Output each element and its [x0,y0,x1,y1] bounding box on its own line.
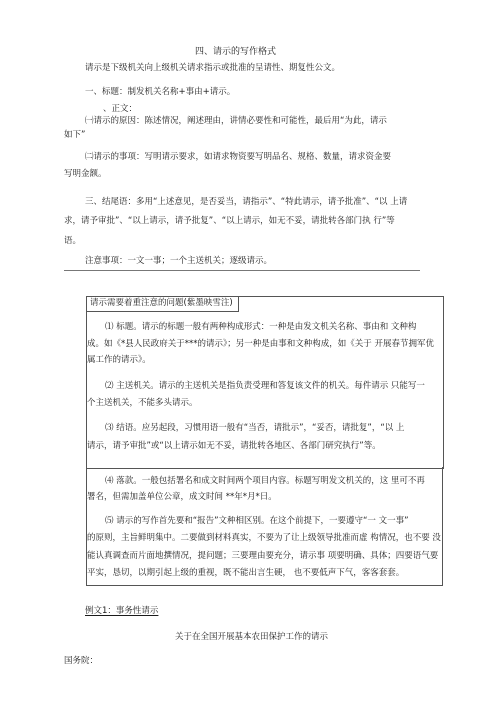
closing-line-1: 三、结尾语：多用“上述意见，是否妥当，请指示”、“特此请示，请予批准”、“以 上请 [85,197,408,207]
example-salutation: 国务院： [64,656,99,666]
box-left-border-lower [86,467,87,585]
reason-line-1: ㈠请示的原因：陈述情况，阐述理由，讲情必要性和可能性，最后用“为此，请示 [85,116,387,126]
annotation-line: 能认真调查而片面地撰情况，提问题；三要理由要充分，请示事 项要明确、具体；四要语气要 [87,551,439,561]
example-label: 例文1：事务性请示 [85,606,159,616]
annotation-line: 个主送机关，不能多头请示。 [87,398,198,408]
annotation-line: 平实，恳切，以期引起上级的重视，既不能出言生硬， 也不要低声下气，客客套套。 [87,568,405,578]
matters-line-2: 写明金额。 [64,169,107,179]
example-title: 关于在全国开展基本农田保护工作的请示 [175,632,329,642]
heading-title-format: 一、标题：制发机关名称+事由+请示。 [85,87,236,97]
section-title: 四、请示的写作格式 [195,47,277,57]
notes-underline [64,270,420,271]
annotation-header: 请示需要着重注意的问题(紫墨映雪注) [90,298,233,308]
closing-line-2: 求，请予审批”、“以上请示，请予批复”、“以上请示，如无不妥，请批转各部门执 行”等 [64,216,395,226]
intro-paragraph: 请示是下级机关向上级机关请求指示或批准的呈请性、期复性公文。 [85,63,341,73]
annotation-line: 署名，但需加盖单位公章，成文时间 **年*月*日。 [87,492,277,502]
reason-line-2: 如下” [64,130,86,140]
annotation-line: ⑶ 结语。应另起段，习惯用语一般有“当否，请批示”，“妥否，请批复”，“以 上 [105,423,405,433]
annotation-line: ⑸ 请示的写作首先要和“报告”文种相区别。在这个前提下，一要遵守“一 文一事” [105,516,409,526]
annotation-line: ⑴ 标题。请示的标题一般有两种构成形式：一种是由发文机关名称、事由和 文种构 [105,322,417,332]
notes-line: 注意事项：一文一事；一个主送机关；逐级请示。 [85,256,273,266]
annotation-line: 成。如《*县人民政府关于***的请示》；另一种是由事和文种构成，如《关于 开展春节拥军优 [87,339,434,349]
box-bottom-border [86,585,443,586]
annotation-line: 的原则，主旨鲜明集中。二要做到材料真实，不要为了让上级领导批准而虚 构情况，也不要 没 [87,533,441,543]
closing-line-3: 语。 [64,236,82,246]
heading-body: 、正文： [103,104,138,114]
matters-line-1: ㈡请示的事项：写明请示要求，如请求物资要写明品名、规格、数量，请求资金要 [85,152,392,162]
annotation-line: ⑷ 落款。一般包括署名和成文时间两个项目内容。标题写明发文机关的，这 里可不再 [105,476,425,486]
annotation-line: ⑵ 主送机关。请示的主送机关是指负责受理和答复该文件的机关。每件请示 只能写一 [105,381,425,391]
annotation-line: 请示，请予审批”或“以上请示如无不妥，请批转各地区、各部门研究执行”等。 [87,441,381,451]
annotation-line: 属工作的请示》。 [87,355,151,365]
box-right-border-lower [442,467,443,585]
